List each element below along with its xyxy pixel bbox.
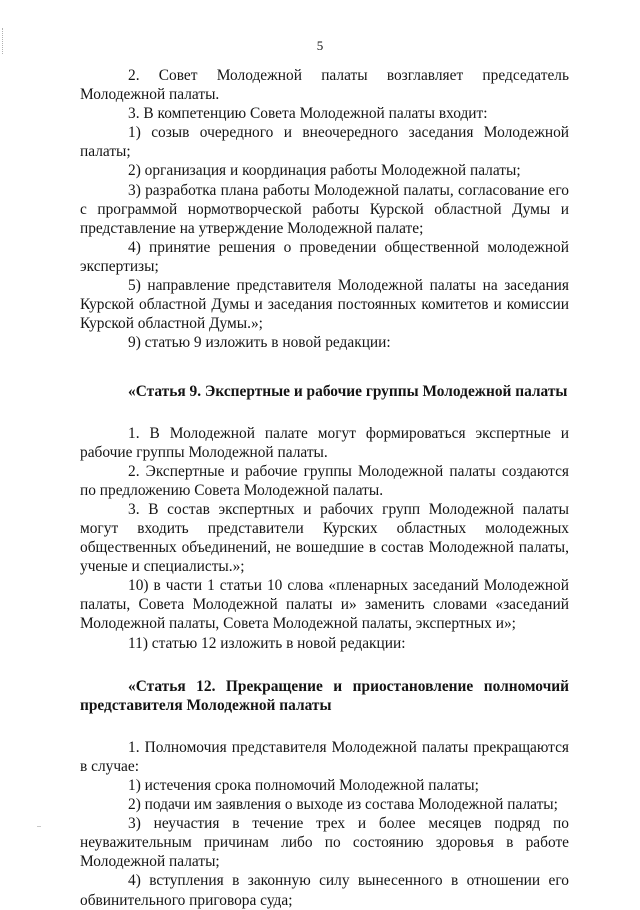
list-item: 4) вступления в законную силу вынесенного в отношении его обвинительного приговора суда; — [80, 872, 569, 909]
scan-dust-mark — [37, 826, 41, 827]
amendment-item: 11) статью 12 изложить в новой редакции: — [128, 634, 406, 652]
list-item: 2) организация и координация работы Молодежной палаты; — [128, 162, 521, 180]
list-item: 3) разработка плана работы Молодежной палаты, согласование его с программой нормотворческой работы Курской областной Думы и представление на утверждение Молодежной палате; — [80, 181, 569, 237]
paragraph: 1. В Молодежной палате могут формироваться экспертные и рабочие группы Молодежной палаты. — [80, 424, 569, 461]
paragraph: 3. В компетенцию Совета Молодежной палаты входит: — [128, 105, 488, 123]
list-item: 1) созыв очередного и внеочередного заседания Молодежной палаты; — [80, 124, 569, 161]
list-item: 2) подачи им заявления о выходе из состава Молодежной палаты; — [128, 796, 558, 814]
article-12-heading: «Статья 12. Прекращение и приостановление полномочий представителя Молодежной палаты — [80, 677, 569, 714]
list-item: 1) истечения срока полномочий Молодежной палаты; — [128, 777, 479, 794]
list-item: 5) направление представителя Молодежной палаты на заседания Курской областной Думы и заседания постоянных комитетов и комиссии Курской областной Думы.»; — [80, 277, 569, 333]
paragraph: 2. Совет Молодежной палаты возглавляет председатель Молодежной палаты. — [80, 67, 569, 104]
article-9-heading: «Статья 9. Экспертные и рабочие группы Молодежной палаты — [128, 383, 568, 401]
amendment-item: 10) в части 1 статьи 10 слова «пленарных заседаний Молодежной палаты, Совета Молодежной палаты и» заменить словами «заседаний Молодежной палаты, Совета Молодежной палаты, экспертных и»; — [80, 577, 569, 633]
list-item: 4) принятие решения о проведении общественной молодежной экспертизы; — [80, 238, 569, 275]
amendment-item: 9) статью 9 изложить в новой редакции: — [128, 334, 391, 352]
paragraph: 1. Полномочия представителя Молодежной палаты прекращаются в случае: — [80, 738, 569, 775]
list-item: 3) неучастия в течение трех и более месяцев подряд по неуважительным причинам либо по состоянию здоровья в работе Молодежной палаты; — [80, 815, 569, 871]
paragraph: 2. Экспертные и рабочие группы Молодежной палаты создаются по предложению Совета Молодежной палаты. — [80, 462, 569, 499]
paragraph: 3. В состав экспертных и рабочих групп Молодежной палаты могут входить представители Курских областных молодежных общественных объединений, не вошедшие в состав Молодежной палаты, ученые и специалисты.»; — [80, 500, 569, 576]
document-body — [80, 66, 569, 910]
page-number: 5 — [316, 38, 324, 53]
